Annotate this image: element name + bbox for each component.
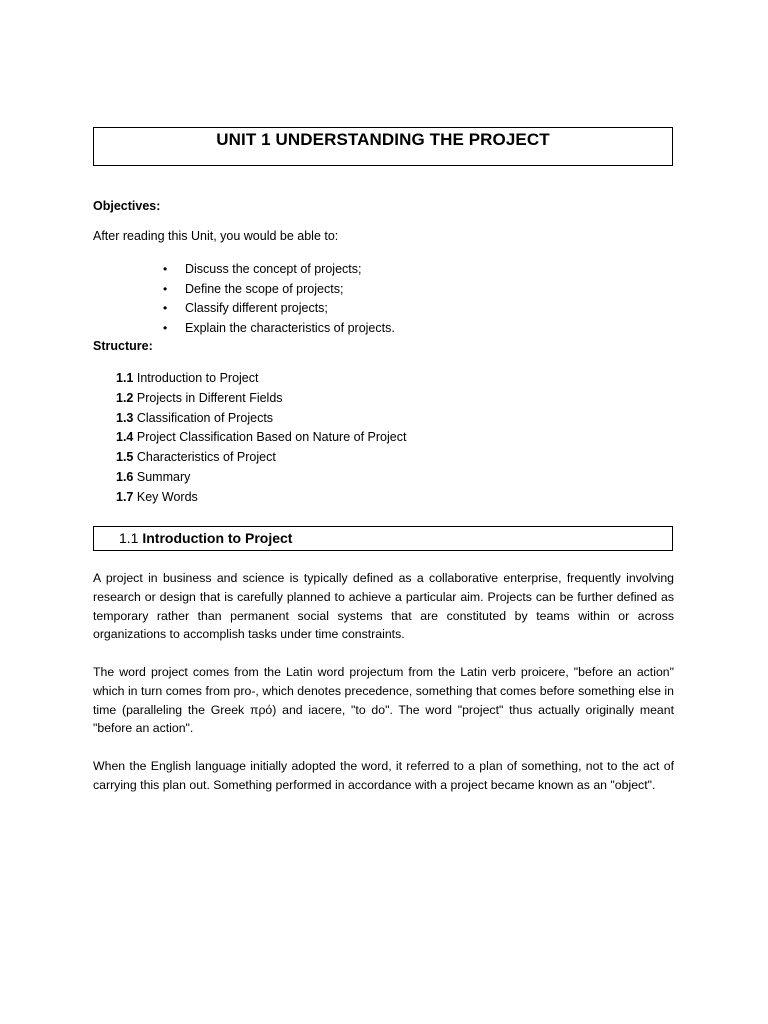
section-heading: [119, 530, 292, 546]
bullet-icon: •: [163, 321, 168, 336]
list-item: 1.5 Characteristics of Project: [116, 450, 276, 465]
list-item: 1.3 Classification of Projects: [116, 410, 274, 425]
paragraph-1: A project in business and science is typically defined as a collaborative enterprise, frequently involving research or design that is carefully planned to achieve a particular aim. Projects can be further defined as temporary rather than permanent social systems that are constituted by teams within or across organizations to accomplish tasks under time constraints.: [93, 571, 674, 642]
unit-title-box: [93, 127, 673, 166]
list-item: • Explain the characteristics of projects.: [160, 319, 395, 339]
list-item: • Discuss the concept of projects;: [160, 260, 395, 280]
list-item: 1.1 Introduction to Project: [116, 371, 259, 385]
section-heading-box: [93, 526, 673, 551]
bullet-icon: •: [163, 281, 168, 296]
bullet-icon: •: [163, 301, 168, 316]
paragraph-2: The word project comes from the Latin word projectum from the Latin verb proicere, "before an action" which in turn comes from pro-, which denotes precedence, something that comes before something else in time (paralleling the Greek πρό) and iacere, "to do". The word "project" thus actually originally meant "before an action".: [93, 665, 674, 736]
list-item: 1.2 Projects in Different Fields: [116, 390, 283, 405]
bullet-icon: •: [163, 262, 168, 276]
section-number: 1.1: [119, 530, 139, 546]
list-item: • Classify different projects;: [160, 299, 395, 319]
objectives-label: Objectives:: [93, 199, 161, 213]
paragraph-3: When the English language initially adopted the word, it referred to a plan of something, not to the act of carrying this plan out. Something performed in accordance with a project became known as an "object".: [93, 759, 674, 792]
list-item: • Define the scope of projects;: [160, 280, 395, 300]
list-item: 1.7 Key Words: [116, 489, 198, 504]
section-title: Introduction to Project: [142, 530, 293, 546]
objectives-intro: After reading this Unit, you would be able to:: [93, 229, 339, 243]
structure-list: [116, 369, 406, 508]
list-item: 1.4 Project Classification Based on Nature of Project: [116, 430, 407, 445]
unit-title: UNIT 1 UNDERSTANDING THE PROJECT: [216, 130, 550, 149]
list-item: 1.6 Summary: [116, 469, 191, 484]
structure-label: Structure:: [93, 339, 153, 353]
objectives-list: [160, 260, 395, 339]
